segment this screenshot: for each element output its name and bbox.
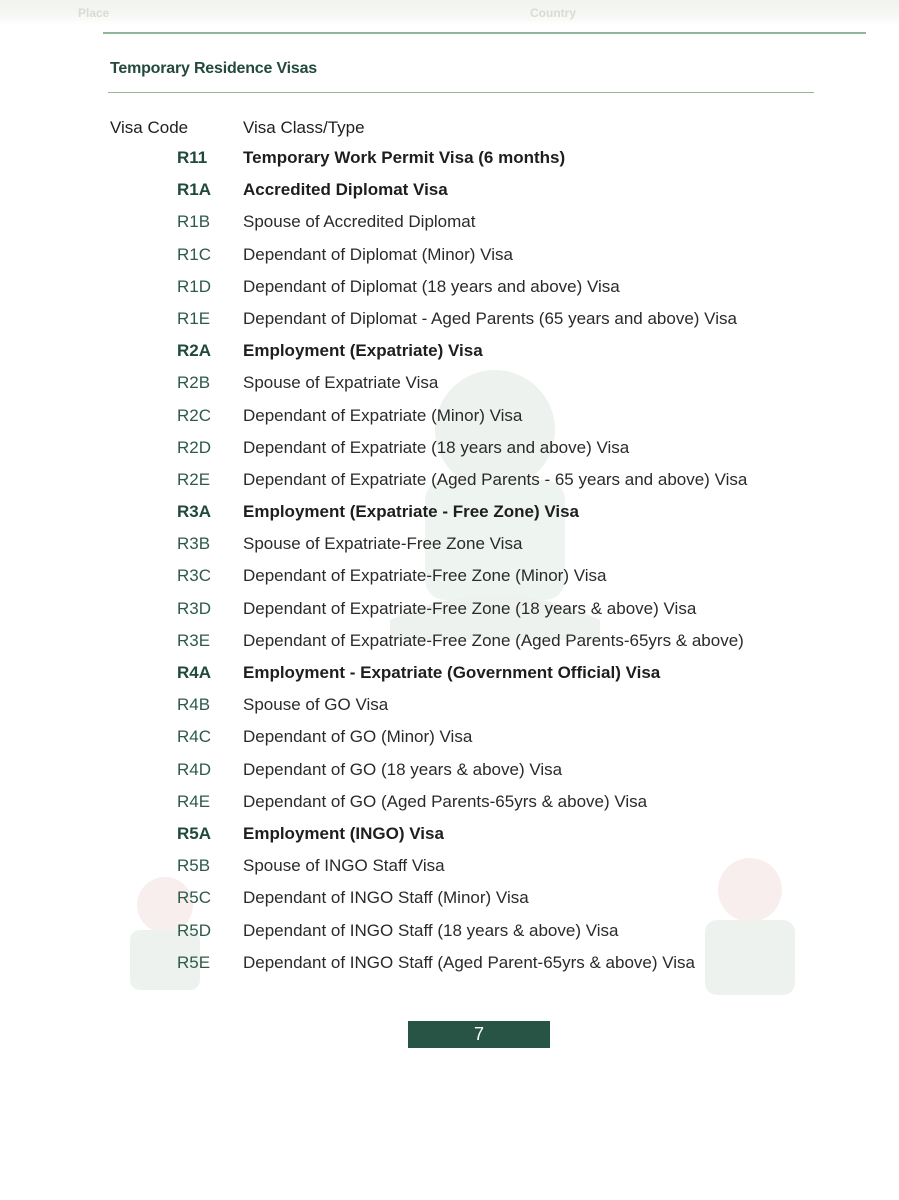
visa-code: R3A (177, 502, 212, 522)
table-row (0, 594, 899, 626)
table-row (0, 819, 899, 851)
visa-code: R2D (177, 437, 212, 457)
visa-class-type: Dependant of INGO Staff (Aged Parent-65yrs & above) Visa (243, 952, 696, 972)
visa-code: R2A (177, 341, 212, 361)
ghost-label-place: Place (78, 6, 110, 20)
visa-class-type: Spouse of Accredited Diplomat (243, 212, 476, 232)
visa-class-type: Dependant of Expatriate-Free Zone (18 years & above) Visa (243, 598, 697, 618)
visa-class-type: Spouse of Expatriate Visa (243, 373, 439, 393)
table-header (0, 118, 899, 142)
table-row (0, 690, 899, 722)
visa-class-type: Dependant of INGO Staff (18 years & above) Visa (243, 920, 619, 940)
visa-code: R1D (177, 276, 212, 296)
visa-class-type: Accredited Diplomat Visa (243, 180, 448, 200)
visa-class-type: Employment - Expatriate (Government Official) Visa (243, 663, 661, 682)
visa-code: R4D (177, 759, 212, 779)
header-visa-code: Visa Code (110, 118, 189, 137)
table-row (0, 304, 899, 336)
visa-class-type: Dependant of GO (Aged Parents-65yrs & above) Visa (243, 791, 648, 811)
table-row (0, 207, 899, 239)
visa-code: R3E (177, 630, 211, 650)
visa-code: R11 (177, 148, 208, 167)
table-row (0, 336, 899, 368)
visa-code: R1B (177, 212, 211, 232)
visa-code: R3D (177, 598, 212, 618)
table-row (0, 787, 899, 819)
visa-class-type: Spouse of GO Visa (243, 695, 389, 715)
visa-class-type: Dependant of Expatriate-Free Zone (Minor) Visa (243, 566, 607, 586)
table-row (0, 272, 899, 304)
table-row (0, 948, 899, 980)
visa-code: R4C (177, 727, 212, 747)
visa-class-type: Employment (Expatriate - Free Zone) Visa (243, 502, 579, 522)
visa-code: R1E (177, 308, 211, 328)
table-row (0, 175, 899, 207)
visa-class-type: Dependant of Expatriate-Free Zone (Aged Parents-65yrs & above) (243, 630, 744, 650)
table-row (0, 368, 899, 400)
visa-code: R5C (177, 888, 212, 908)
visa-table (0, 143, 899, 980)
visa-class-type: Dependant of Diplomat (Minor) Visa (243, 244, 513, 264)
visa-code: R1A (177, 180, 212, 200)
visa-class-type: Employment (INGO) Visa (243, 823, 444, 843)
visa-class-type: Dependant of Diplomat - Aged Parents (65 years and above) Visa (243, 308, 737, 328)
table-row (0, 529, 899, 561)
table-row (0, 143, 899, 175)
table-row (0, 755, 899, 787)
table-row (0, 433, 899, 465)
table-row (0, 465, 899, 497)
visa-class-type: Dependant of Diplomat (18 years and above) Visa (243, 276, 620, 296)
visa-class-type: Dependant of Expatriate (18 years and above) Visa (243, 437, 630, 457)
section-title: Temporary Residence Visas (110, 60, 317, 77)
table-row (0, 851, 899, 883)
table-row (0, 626, 899, 658)
visa-class-type: Temporary Work Permit Visa (6 months) (243, 148, 566, 167)
table-row (0, 497, 899, 529)
visa-code: R5D (177, 920, 212, 940)
visa-code: R4E (177, 791, 211, 811)
table-row (0, 401, 899, 433)
visa-class-type: Dependant of GO (Minor) Visa (243, 727, 473, 747)
section-divider (108, 92, 814, 93)
top-divider (103, 32, 866, 34)
visa-code: R5E (177, 952, 211, 972)
page-number-badge: 7 (408, 1021, 550, 1048)
visa-code: R2E (177, 469, 211, 489)
visa-code: R5B (177, 856, 211, 876)
visa-code: R1C (177, 244, 212, 264)
visa-class-type: Employment (Expatriate) Visa (243, 341, 483, 361)
ghost-label-country: Country (530, 6, 576, 20)
visa-code: R2C (177, 405, 212, 425)
visa-class-type: Dependant of GO (18 years & above) Visa (243, 759, 563, 779)
visa-class-type: Spouse of Expatriate-Free Zone Visa (243, 534, 523, 554)
table-row (0, 916, 899, 948)
visa-code: R4B (177, 695, 211, 715)
visa-code: R5A (177, 823, 212, 843)
table-row (0, 658, 899, 690)
table-row (0, 883, 899, 915)
visa-code: R4A (177, 663, 212, 682)
table-row (0, 240, 899, 272)
table-row (0, 722, 899, 754)
visa-code: R2B (177, 373, 211, 393)
top-header-strip (0, 0, 899, 26)
visa-code: R3C (177, 566, 212, 586)
visa-class-type: Dependant of INGO Staff (Minor) Visa (243, 888, 529, 908)
visa-class-type: Dependant of Expatriate (Minor) Visa (243, 405, 523, 425)
table-row (0, 561, 899, 593)
header-visa-class: Visa Class/Type (243, 118, 365, 137)
visa-class-type: Dependant of Expatriate (Aged Parents - 65 years and above) Visa (243, 469, 748, 489)
visa-class-type: Spouse of INGO Staff Visa (243, 856, 445, 876)
visa-code: R3B (177, 534, 211, 554)
